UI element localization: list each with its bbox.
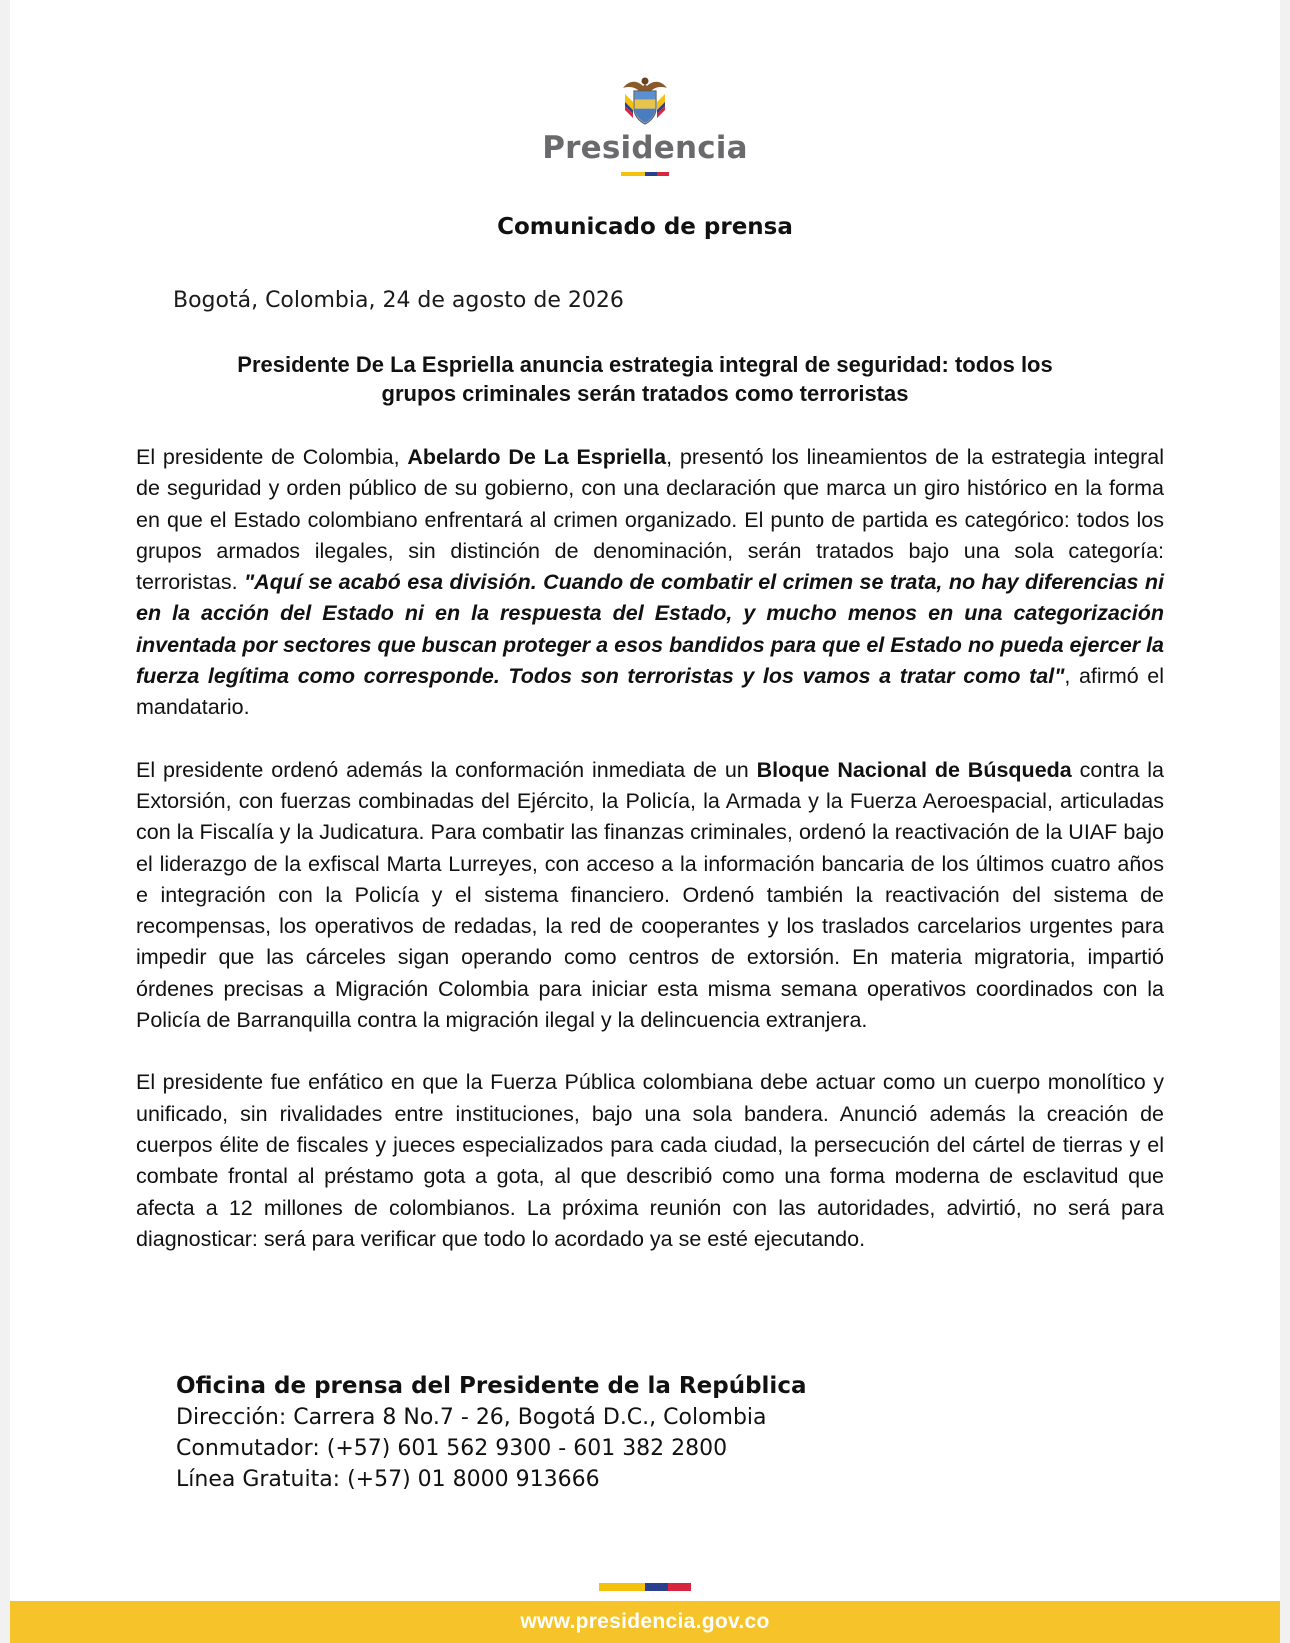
presidencia-logo [10, 74, 1280, 176]
switchboard-line: Conmutador: (+57) 601 562 9300 - 601 382 2800 [176, 1436, 728, 1461]
brand-wordmark: Presidencia [542, 130, 748, 166]
flag-stripe [621, 172, 669, 176]
release-body [136, 442, 1164, 1286]
press-release-page [10, 0, 1280, 1643]
footer-band [10, 1601, 1280, 1643]
release-title-line: grupos criminales serán tratados como terroristas [381, 381, 909, 406]
release-title-line: Presidente De La Espriella anuncia estrategia integral de seguridad: todos los [237, 352, 1053, 377]
text-run: , presentó los lineamientos de la estrategia integral de seguridad y orden público de su gobierno, con una declaración que marca un giro histórico en la forma en que el Estado colombiano enfrentará al crimen organizado. El punto de partida es categórico: todos los grupos armados ilegales, sin distinción de denominación, serán tratados bajo una sola categoría: terroristas. [136, 445, 1165, 595]
president-name: Abelardo De La Espriella [407, 445, 667, 469]
hotline-line: Línea Gratuita: (+57) 01 8000 913666 [176, 1467, 600, 1492]
website-link[interactable]: www.presidencia.gov.co [520, 1610, 770, 1633]
body-paragraph [136, 755, 1164, 1037]
contact-block [176, 1371, 806, 1495]
footer-flag-stripe [599, 1583, 691, 1591]
body-paragraph: El presidente fue enfático en que la Fuerza Pública colombiana debe actuar como un cuerpo monolítico y unificado, sin rivalidades entre instituciones, bajo una sola bandera. Anunció además la creación de cuerpos élite de fiscales y jueces especializados para cada ciudad, la persecución del cártel de tierras y el combate frontal al préstamo gota a gota, al que describió como una forma moderna de esclavitud que afecta a 12 millones de colombianos. La próxima reunión con las autoridades, advirtió, no será para diagnosticar: será para verificar que todo lo acordado ya se esté ejecutando. [136, 1070, 1164, 1251]
dateline: Bogotá, Colombia, 24 de agosto de 2026 [173, 288, 624, 313]
text-run: El presidente ordenó además la conformación inmediata de un [136, 757, 757, 782]
text-run: contra la Extorsión, con fuerzas combinadas del Ejército, la Policía, la Armada y la Fuerza Aeroespacial, articuladas con la Fiscalía y la Judicatura. Para combatir las finanzas criminales, ordenó la reactivación de la UIAF bajo el liderazgo de la exfiscal Marta Lurreyes, con acceso a la información bancaria de los últimos cuatro años e integración con la Policía y el sistema financiero. Ordenó también la reactivación del sistema de recompensas, los operativos de redadas, la red de cooperantes y los traslados carcelarios urgentes para impedir que las cárceles sigan operando como centros de extorsión. En materia migratoria, impartió órdenes precisas a Migración Colombia para iniciar esta misma semana operativos coordinados con la Policía de Barranquilla contra la migración ilegal y la delincuencia extranjera. [136, 757, 1164, 1033]
president-quote: "Aquí se acabó esa división. Cuando de combatir el crimen se trata, no hay diferencias ni en la acción del Estado ni en la respuesta del Estado, y mucho menos en una categorización inventada por sectores que buscan proteger a esos bandidos para que el Estado no pueda ejercer la fuerza legítima como corresponde. Todos son terroristas y los vamos a tratar como tal" [136, 570, 1164, 689]
release-title [160, 350, 1130, 408]
document-type-heading: Comunicado de prensa [497, 214, 793, 240]
coat-of-arms-icon [619, 74, 671, 128]
address-line: Dirección: Carrera 8 No.7 - 26, Bogotá D.C., Colombia [176, 1405, 767, 1430]
text-run: El presidente de Colombia, [136, 445, 408, 469]
bloque-name: Bloque Nacional de Búsqueda [756, 757, 1072, 782]
body-paragraph [136, 442, 1164, 724]
press-office-name: Oficina de prensa del Presidente de la República [176, 1373, 807, 1399]
text-run: , afirmó el mandatario. [136, 664, 1164, 720]
